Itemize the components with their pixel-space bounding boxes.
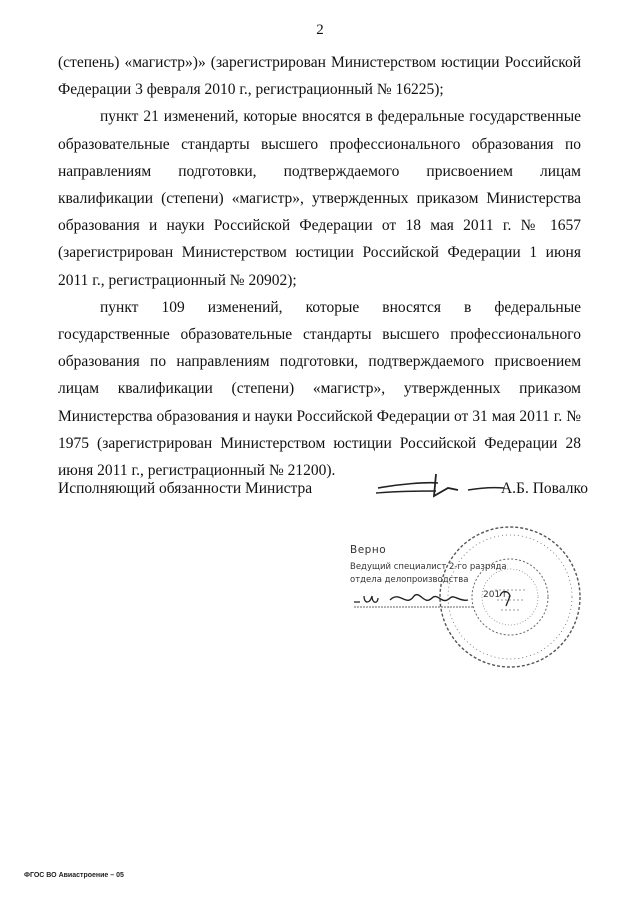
certification-verno: Верно — [350, 544, 387, 556]
certification-department: отдела делопроизводства — [350, 575, 469, 585]
paragraph-3: пункт 109 изменений, которые вносятся в федеральные государственные образовательные стандарты высшего профессионального образования по направлениям подготовки, подтверждаемого присвоением лицам квалификации (степени) «магистр», утвержденных приказом Министерства образования и науки Российской Федерации от 31 мая 2011 г. № 1975 (зарегистрирован Министерством юстиции Российской Федерации 28 июня 2011 г., регистрационный № 21200). — [58, 298, 581, 480]
page-number: 2 — [316, 22, 324, 38]
handwritten-signature — [370, 466, 510, 506]
certification-year: 201 г. — [483, 590, 511, 600]
document-body — [58, 49, 581, 484]
footer-label: ФГОС ВО Авиастроение – 05 — [24, 872, 124, 879]
certification-position: Ведущий специалист 2-го разряда — [350, 562, 507, 572]
paragraph-2: пункт 21 изменений, которые вносятся в федеральные государственные образовательные стандарты высшего профессионального образования по направлениям подготовки, подтверждаемого присвоением лицам квалификации (степени) «магистр», утвержденных приказом Министерства образования и науки Российской Федерации от 18 мая 2011 г. № 1657 (зарегистрирован Министерством юстиции Российской Федерации 1 июня 2011 г., регистрационный № 20902); — [58, 108, 581, 289]
certification-block — [345, 522, 605, 672]
signatory-name: А.Б. Повалко — [500, 480, 588, 497]
signatory-title: Исполняющий обязанности Министра — [58, 480, 313, 497]
handwritten-date — [350, 586, 560, 610]
paragraph-1: (степень) «магистр»)» (зарегистрирован Министерством юстиции Российской Федерации 3 февраля 2010 г., регистрационный № 16225); — [58, 54, 581, 99]
